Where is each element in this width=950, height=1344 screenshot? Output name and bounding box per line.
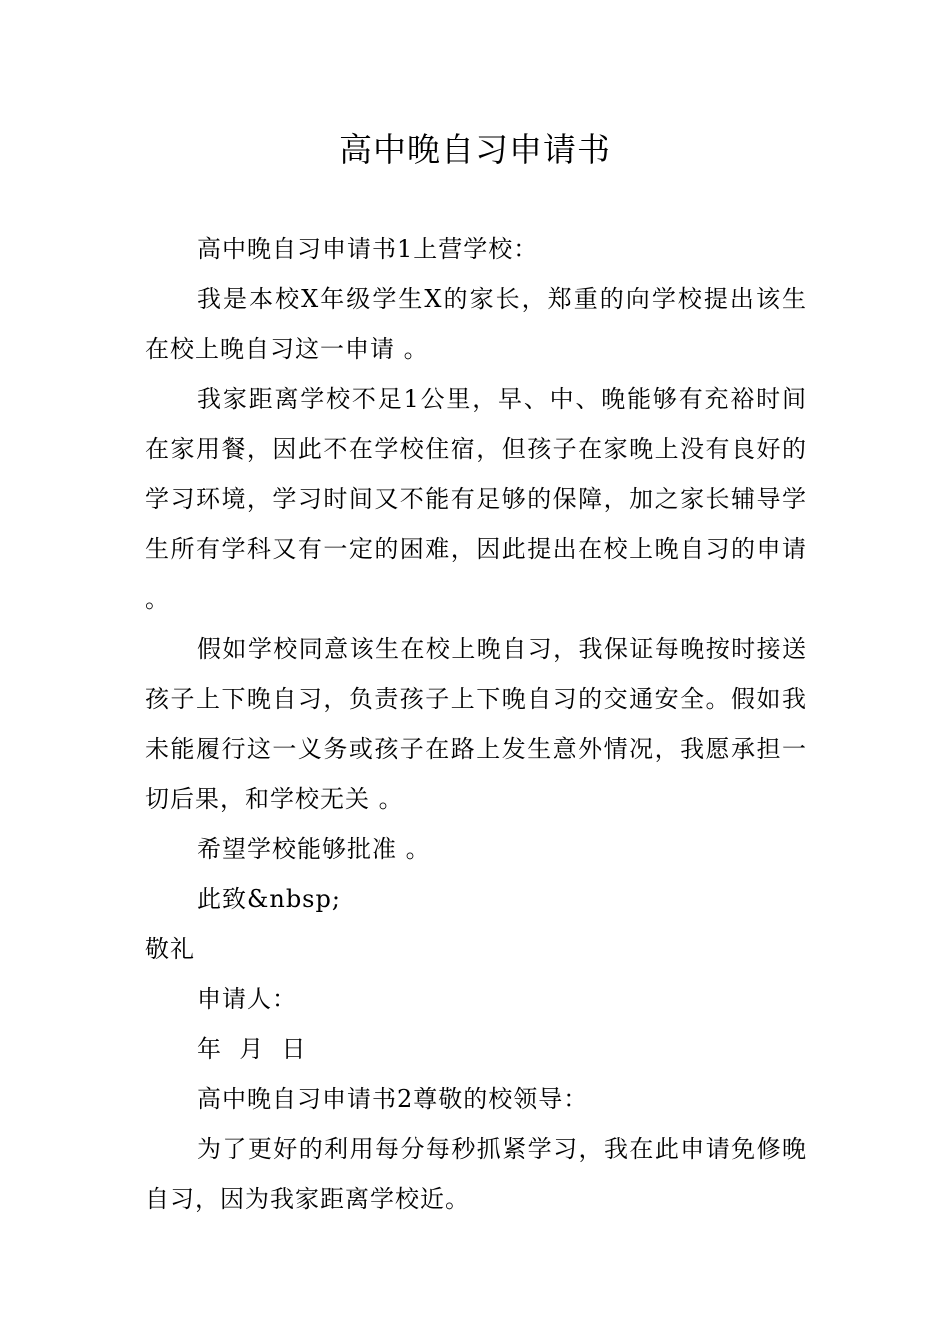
paragraph-exemption-request: 为了更好的利用每分每秒抓紧学习，我在此申请免修晚自习，因为我家距离学校近。 [145, 1135, 807, 1213]
paragraph-salutation-1: 高中晚自习申请书1上营学校： [197, 235, 539, 263]
document-title: 高中晚自习申请书 [339, 130, 611, 169]
paragraph-regards: 敬礼 [145, 935, 195, 963]
paragraph-salutation-2: 高中晚自习申请书2尊敬的校领导： [197, 1085, 589, 1113]
paragraph-hope: 希望学校能够批准 。 [197, 835, 431, 863]
paragraph-closing: 此致&nbsp; [197, 885, 341, 913]
paragraph-guarantee: 假如学校同意该生在校上晚自习，我保证每晚按时接送孩子上下晚自习，负责孩子上下晚自习的交通安全。假如我未能履行这一义务或孩子在路上发生意外情况，我愿承担一切后果，和学校无关 。 [145, 635, 807, 813]
paragraph-request-intro: 我是本校X年级学生X的家长，郑重的向学校提出该生在校上晚自习这一申请 。 [145, 285, 807, 363]
paragraph-applicant: 申请人： [197, 985, 297, 1013]
paragraph-date: 年 月 日 [197, 1035, 307, 1063]
paragraph-reason: 我家距离学校不足1公里，早、中、晚能够有充裕时间在家用餐，因此不在学校住宿，但孩子在家晚上没有良好的学习环境，学习时间又不能有足够的保障，加之家长辅导学生所有学科又有一定的困难，因此提出在校上晚自习的申请 。 [145, 385, 807, 613]
document-body [145, 224, 807, 1224]
